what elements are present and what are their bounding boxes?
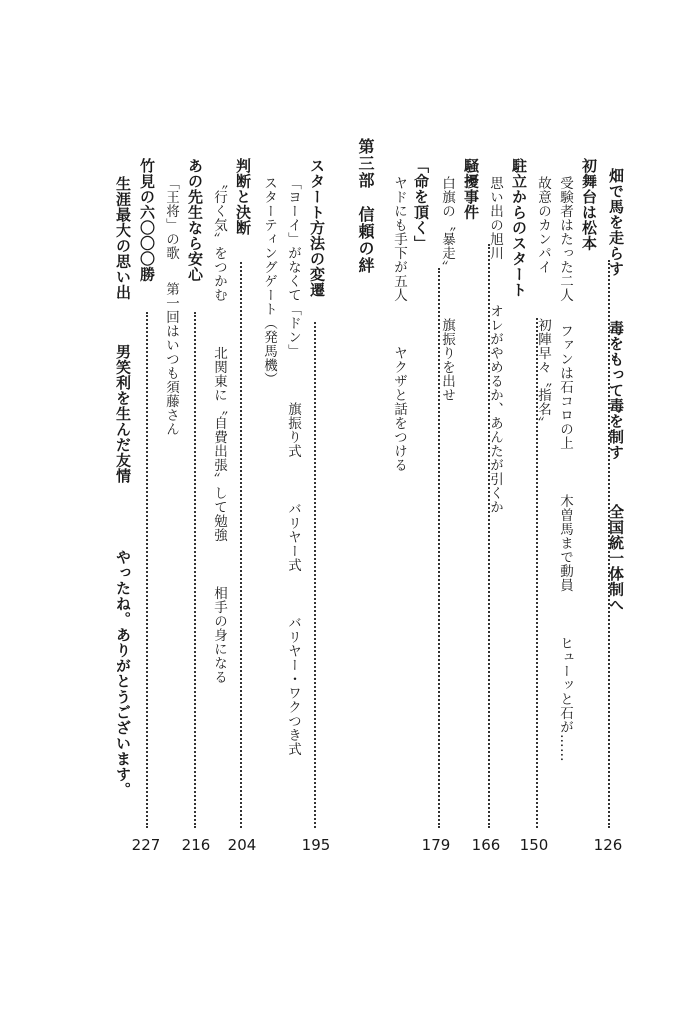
toc-subentry: 初陣早々〝指名〟 xyxy=(535,318,551,430)
toc-subentry: 男笑利を生んだ友情 xyxy=(114,344,132,484)
toc-entry-title: 〝行く気〟をつかむ xyxy=(211,176,227,302)
toc-entry-title: 竹見の六〇〇〇勝 xyxy=(138,158,156,282)
toc-entry-title: 騒擾事件 xyxy=(462,158,480,220)
toc-subentry: 旗振り式 xyxy=(285,402,301,458)
toc-page-number: 204 xyxy=(227,836,257,854)
toc-page-number: 195 xyxy=(301,836,331,854)
toc-line xyxy=(283,176,303,756)
toc-subentry: ファンは石コロの上 xyxy=(557,324,573,450)
toc-entry-title: 「命を頂く」 xyxy=(412,158,430,251)
toc-line xyxy=(437,176,457,402)
toc-leader-dots xyxy=(240,262,242,828)
toc-subentry: 北関東に〝自費出張〟して勉強 xyxy=(211,346,227,542)
toc-page-number: 150 xyxy=(519,836,549,854)
toc-subentry: ヤクザと話をつける xyxy=(391,346,407,472)
toc-entry-title: ヤドにも手下が五人 xyxy=(391,176,407,302)
toc-leader-dots xyxy=(314,322,316,828)
part-heading xyxy=(355,138,375,274)
toc-entry-title: 故意のカンパイ xyxy=(535,176,551,274)
toc-subentry: バリヤー式 xyxy=(285,502,301,572)
toc-entry-title: 白旗の〝暴走〟 xyxy=(439,176,455,274)
toc-page-number: 216 xyxy=(181,836,211,854)
toc-line xyxy=(185,158,205,282)
part-title: 第三部 信頼の絆 xyxy=(356,138,375,274)
toc-line xyxy=(509,158,529,298)
toc-line xyxy=(579,158,599,251)
toc-entry-title: 駐立からのスタート xyxy=(510,158,528,298)
toc-entry-title: 初舞台は松本 xyxy=(580,158,598,251)
toc-entry-title: あの先生なら安心 xyxy=(186,158,204,282)
toc-line xyxy=(555,176,575,762)
toc-page-number: 166 xyxy=(471,836,501,854)
toc-entry-title: 生涯最大の思い出 xyxy=(114,176,132,300)
toc-line xyxy=(411,158,431,251)
toc-entry-title: 思い出の旭川 xyxy=(487,176,503,260)
toc-line xyxy=(233,158,253,236)
toc-page-number: 179 xyxy=(421,836,451,854)
toc-line xyxy=(137,158,157,282)
toc-leader-dots xyxy=(146,312,148,828)
toc-subentry: 旗振りを出せ xyxy=(439,318,455,402)
toc-subentry: 全国統一体制へ xyxy=(607,504,625,613)
toc-subentry: オレがやめるか、あんたが引くか xyxy=(487,304,503,514)
toc-page-number: 126 xyxy=(593,836,623,854)
toc-page-number: 227 xyxy=(131,836,161,854)
toc-entry-title: 畑で馬を走らす xyxy=(607,168,625,277)
toc-leader-dots xyxy=(608,260,610,828)
toc-entry-title: 判断と決断 xyxy=(234,158,252,236)
toc-line xyxy=(259,176,279,386)
toc-subentry: 第一回はいつも須藤さん xyxy=(163,282,179,436)
toc-subentry: 相手の身になる xyxy=(211,586,227,684)
toc-entry-title: 「ヨーイ」がなくて「ドン」 xyxy=(285,176,301,358)
toc-leader-dots xyxy=(194,312,196,828)
toc-entry-title: 「王将」の歌 xyxy=(163,176,179,260)
toc-entry-title: スターティングゲート（発馬機） xyxy=(261,176,277,386)
toc-line xyxy=(161,176,181,436)
toc-subentry: やったね。ありがとうございます。 xyxy=(114,549,132,798)
toc-subentry: 木曽馬まで動員 xyxy=(557,494,573,592)
toc-line xyxy=(307,158,327,298)
toc-subentry: ヒューッと石が…… xyxy=(557,636,573,762)
toc-entry-title: スタート方法の変遷 xyxy=(308,158,326,298)
toc-line xyxy=(389,176,409,472)
toc-line xyxy=(113,176,133,798)
toc-subentry: 毒をもって毒を制す xyxy=(607,320,625,460)
toc-subentry: バリヤー・ワクつき式 xyxy=(285,616,301,756)
toc-leader-dots xyxy=(488,244,490,828)
toc-entry-title: 受験者はたった二人 xyxy=(557,176,573,302)
toc-leader-dots xyxy=(438,268,440,828)
toc-line xyxy=(209,176,229,684)
toc-leader-dots xyxy=(536,318,538,828)
toc-line xyxy=(461,158,481,220)
